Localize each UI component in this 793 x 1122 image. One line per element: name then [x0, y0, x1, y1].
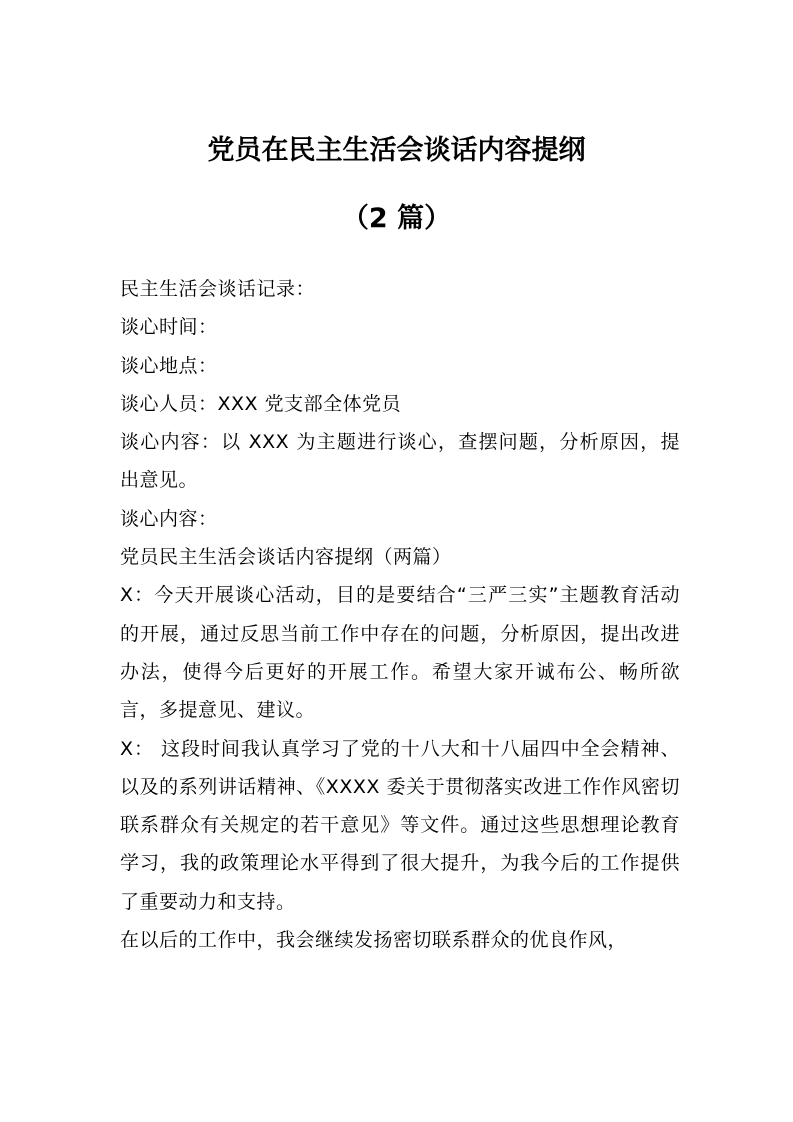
study-report-paragraph: X： 这段时间我认真学习了党的十八大和十八届四中全会精神、以及的系列讲话精神、《XXXX 委关于贯彻落实改进工作作风密切联系群众有关规定的若干意见》等文件。通过这些思想理论教育学习，我的政策理论水平得到了很大提升，为我今后的工作提供了重要动力和支持。	[120, 737, 680, 913]
talk-location-line: 谈心地点：	[120, 354, 218, 377]
future-work-paragraph: 在以后的工作中，我会继续发扬密切联系群众的优良作风，	[120, 929, 628, 952]
document-subtitle: （2 篇）	[341, 203, 452, 234]
document-title: 党员在民主生活会谈话内容提纲	[207, 135, 586, 166]
document-body	[120, 270, 680, 959]
record-heading: 民主生活会谈话记录：	[120, 278, 316, 300]
talk-content-heading: 谈心内容：	[120, 507, 218, 530]
talk-topic-paragraph: 谈心内容：以 XXX 为主题进行谈心，查摆问题，分析原因，提出意见。	[120, 431, 680, 492]
opening-remarks-paragraph: X：今天开展谈心活动，目的是要结合“三严三实”主题教育活动的开展，通过反思当前工作中存在的问题，分析原因，提出改进办法，使得今后更好的开展工作。希望大家开诚布公、畅所欲言，多提意见、建议。	[120, 584, 680, 722]
talk-time-line: 谈心时间：	[120, 316, 218, 339]
outline-heading: 党员民主生活会谈话内容提纲（两篇）	[120, 546, 452, 569]
talk-participants-line: 谈心人员：XXX 党支部全体党员	[120, 392, 402, 415]
